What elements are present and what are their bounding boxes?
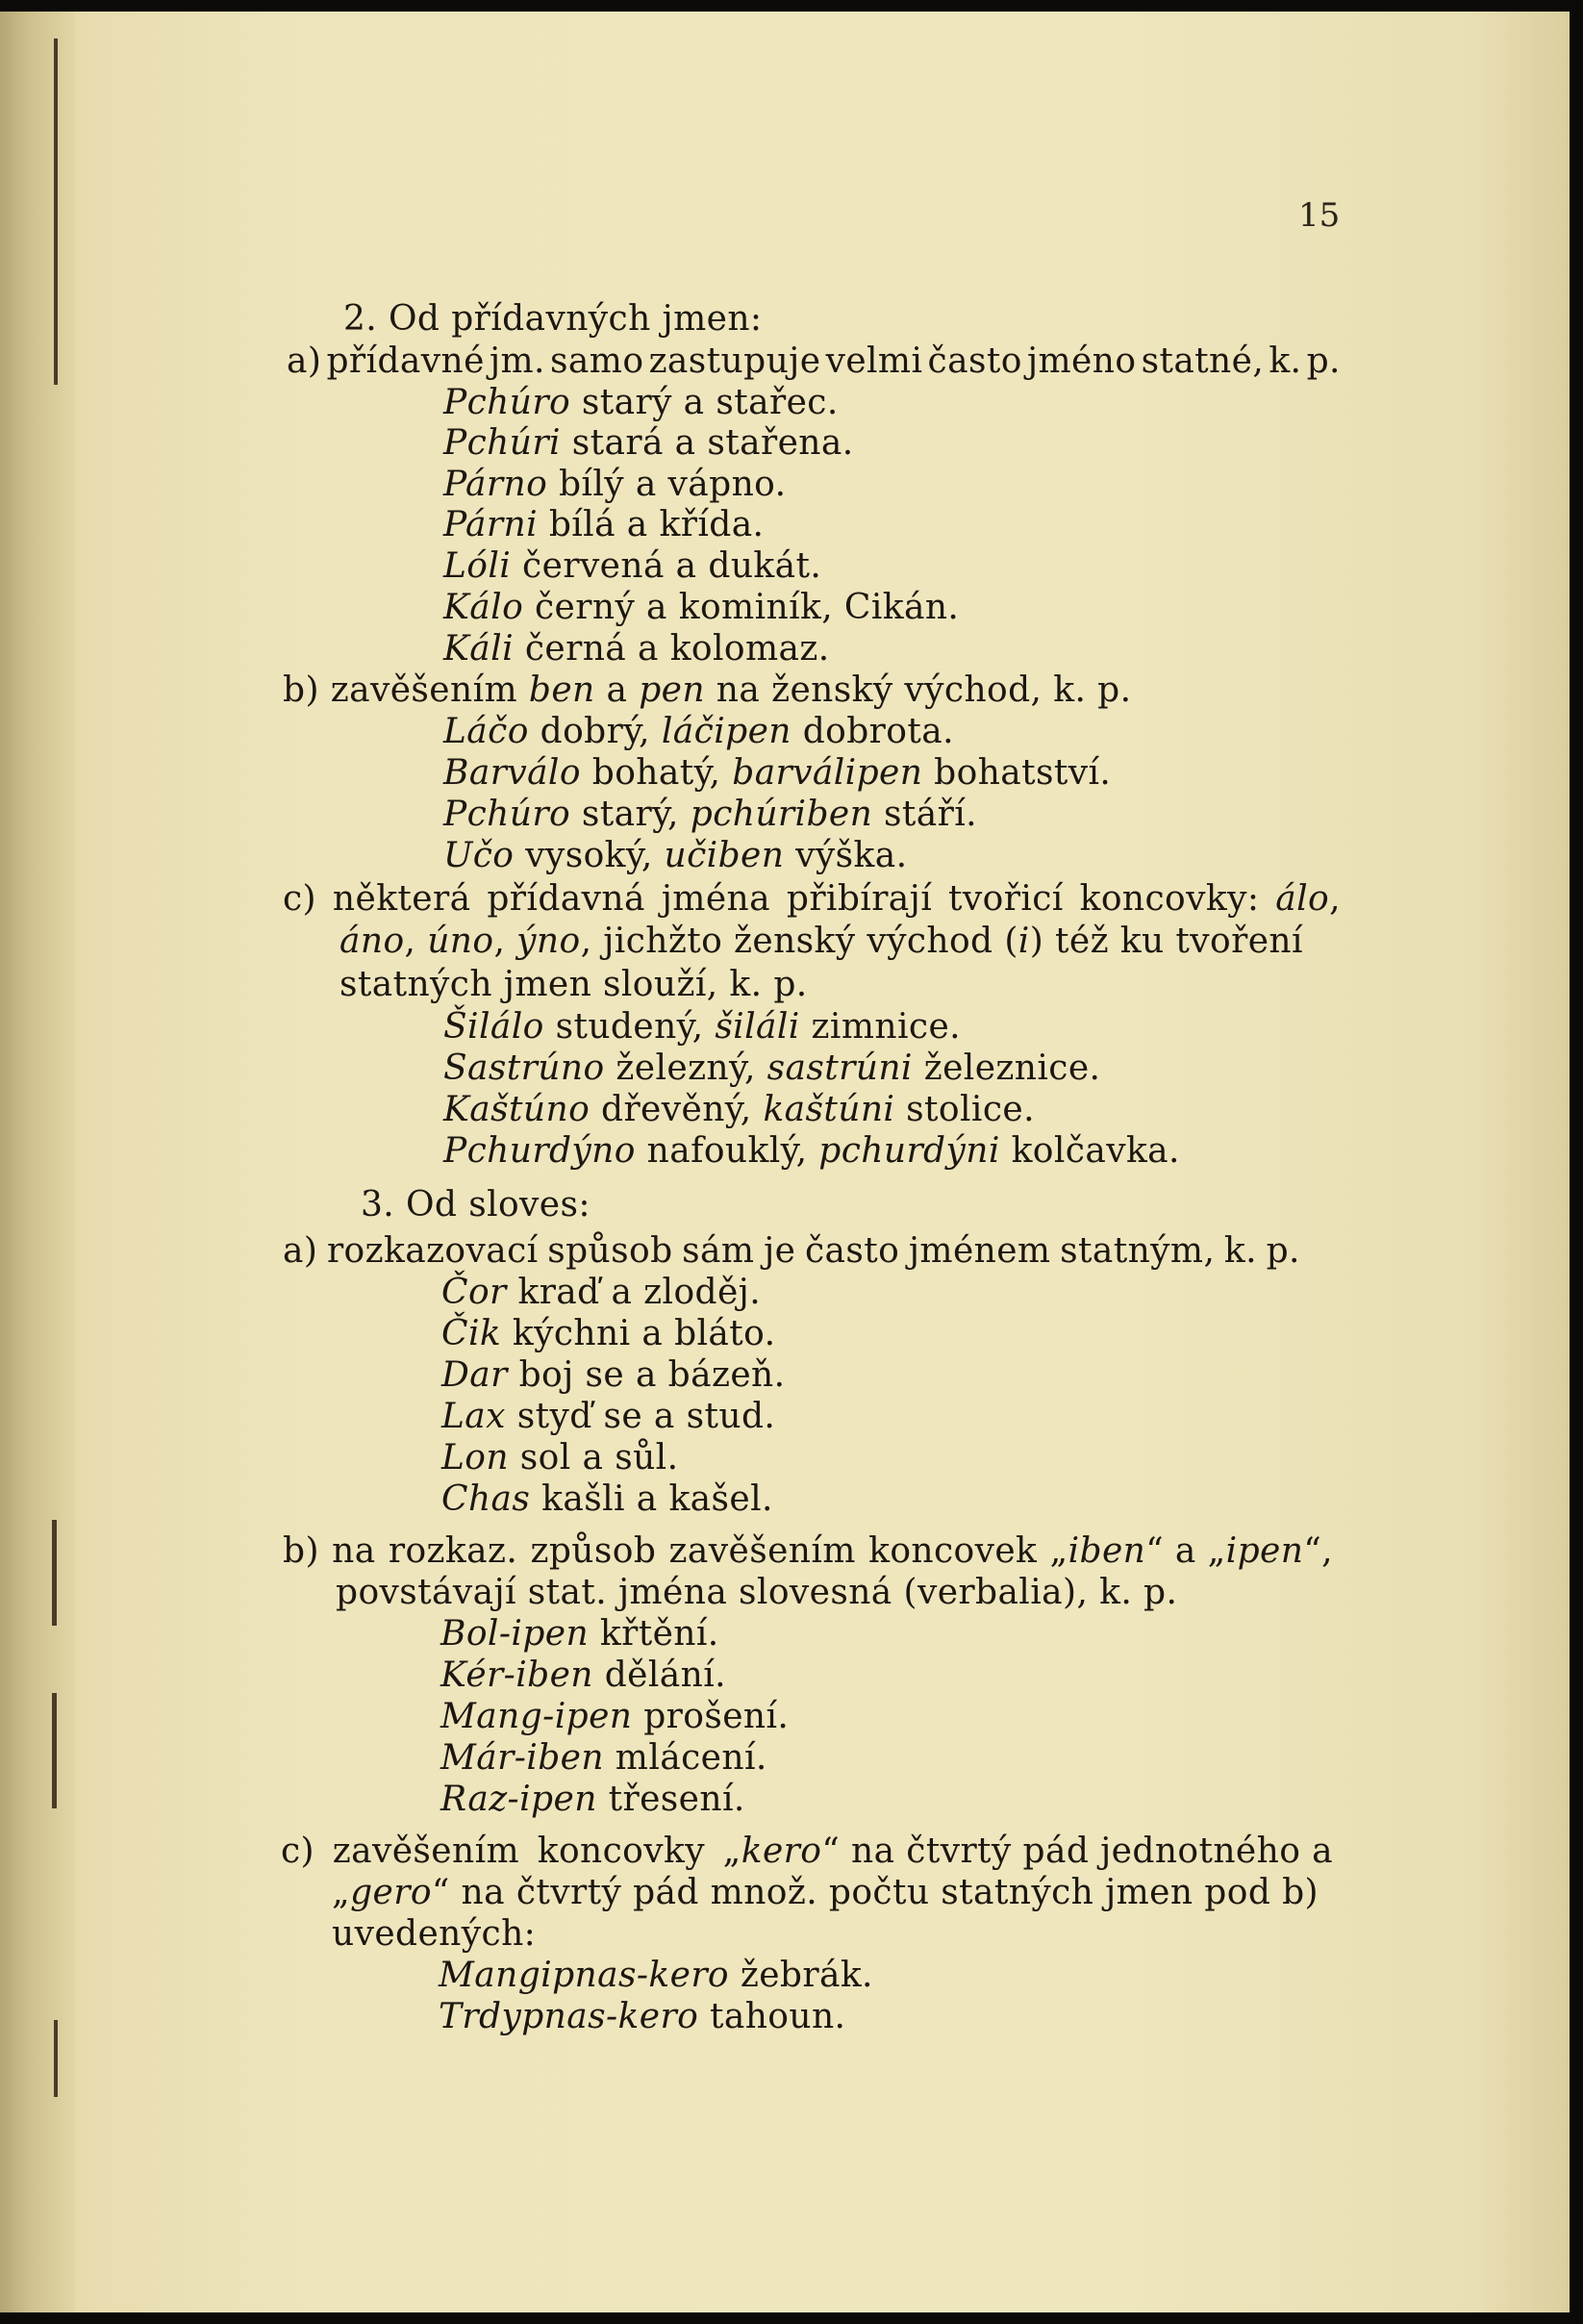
paragraph-line: b) na rozkaz. způsob zavěšením koncovek „iben“ a „ipen“, [283,1531,1333,1571]
example-line: Lax styď se a stud. [441,1397,776,1436]
example-line: Čor kraď a zloděj. [441,1273,762,1312]
binding-mark [52,1520,57,1626]
example-line: Čik kýchni a bláto. [441,1314,776,1353]
example-line: Kálo černý a kominík, Cikán. [443,588,960,627]
paragraph-line: áno, úno, ýno, jichžto ženský východ (i) též ku tvoření [339,922,1303,961]
paragraph-line: povstávají stat. jména slovesná (verbalia), k. p. [336,1573,1178,1612]
example-line: Dar boj se a bázeň. [441,1355,786,1395]
example-line: Bol-ipen křtění. [440,1614,719,1654]
example-line: Pchúro starý, pchúriben stáří. [443,795,978,834]
example-line: Raz-ipen třesení. [440,1780,745,1819]
page-binding-shadow [0,0,75,2324]
paragraph-line: a) přídavné jm. samo zastupuje velmi často jméno statné, k. p. [287,341,1341,381]
example-line: Mangipnas-kero žebrák. [439,1956,873,1995]
example-line: Šilálo studený, šiláli zimnice. [443,1007,961,1047]
example-line: Kaštúno dřevěný, kaštúni stolice. [443,1090,1035,1129]
example-line: Pchurdýno nafouklý, pchurdýni kolčavka. [443,1131,1180,1171]
page-number: 15 [1298,196,1341,235]
example-line: Már-iben mlácení. [440,1738,767,1778]
example-line: Láčo dobrý, láčipen dobrota. [443,712,954,751]
binding-mark [54,38,58,385]
example-line: Pchúri stará a stařena. [443,423,854,463]
example-line: Chas kašli a kašel. [441,1479,773,1519]
section-heading: 2. Od přídavných jmen: [343,299,763,339]
binding-mark [52,1693,57,1808]
paragraph-line: uvedených: [332,1914,537,1954]
paragraph-line: c) některá přídavná jména přibírají tvořicí koncovky: álo, [283,879,1341,919]
paragraph-line: b) zavěšením ben a pen na ženský východ, k. p. [283,670,1132,710]
binding-mark [54,2020,58,2097]
paragraph-line: statných jmen slouží, k. p. [339,965,808,1004]
scan-edge-top [0,0,1583,12]
example-line: Barválo bohatý, barválipen bohatství. [443,753,1112,793]
example-line: Lon sol a sůl. [441,1438,679,1478]
example-line: Párni bílá a křída. [443,505,765,544]
example-line: Pchúro starý a stařec. [443,383,839,422]
example-line: Kér-iben dělání. [440,1655,726,1695]
paragraph-line: a) rozkazovací spůsob sám je často jménem statným, k. p. [283,1231,1300,1271]
example-line: Párno bílý a vápno. [443,465,787,504]
section-heading: 3. Od sloves: [361,1185,590,1225]
example-line: Káli černá a kolomaz. [443,629,830,669]
example-line: Učo vysoký, učiben výška. [443,836,908,875]
example-line: Trdypnas-kero tahoun. [439,1997,846,2036]
paragraph-line: „gero“ na čtvrtý pád množ. počtu statných jmen pod b) [332,1873,1319,1912]
scan-edge-bottom [0,2312,1583,2324]
example-line: Mang-ipen prošení. [440,1697,790,1736]
example-line: Lóli červená a dukát. [443,546,822,586]
paragraph-line: c) zavěšením koncovky „kero“ na čtvrtý pád jednotného a [281,1831,1333,1871]
example-line: Sastrúno železný, sastrúni železnice. [443,1048,1101,1088]
scan-edge-right [1570,0,1583,2324]
